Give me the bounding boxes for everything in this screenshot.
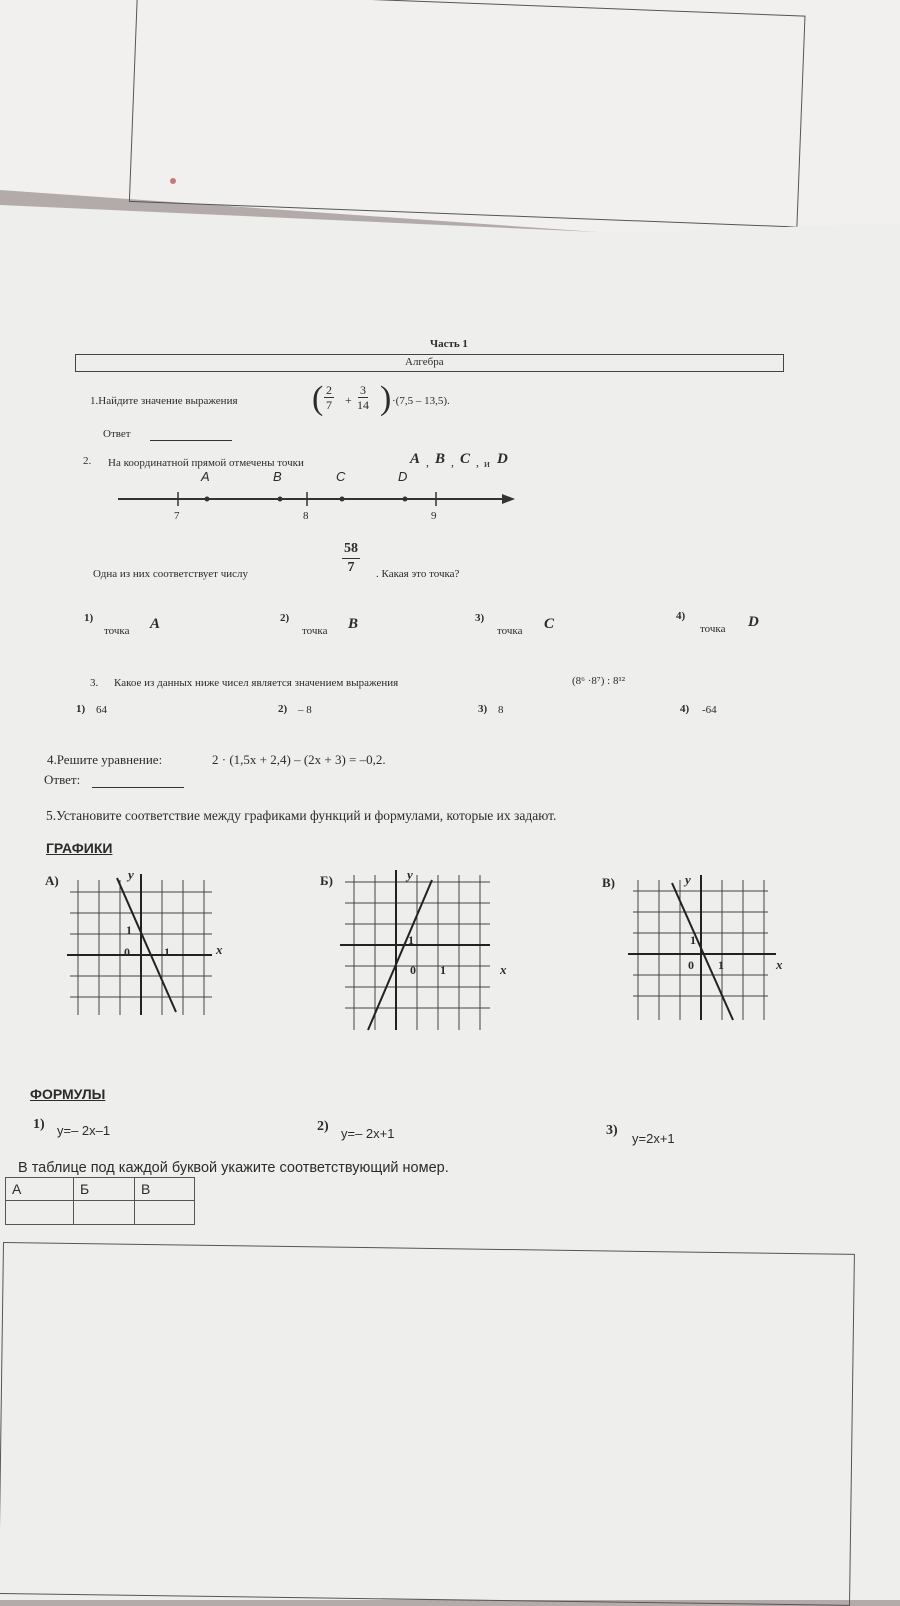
- q3-option-3-number: 3): [478, 703, 488, 715]
- graph-b-y-label: y: [407, 867, 413, 882]
- formula-1: y=– 2x–1: [57, 1123, 111, 1138]
- q2-number-fraction: $\frac{58}{7}$: [344, 541, 358, 575]
- q2-and: и: [484, 458, 490, 470]
- q2-text: На координатной прямой отмечены точки: [108, 457, 304, 469]
- tick-label-7: 7: [174, 510, 180, 522]
- axis-label-c: C: [336, 469, 346, 484]
- table-answer-v[interactable]: [134, 1200, 195, 1225]
- q2-inline-c: C: [460, 451, 471, 467]
- back-sheet-answer-box: [129, 0, 806, 228]
- graph-b-label: Б): [320, 873, 333, 888]
- table-header-b: Б: [73, 1177, 135, 1201]
- point-b: [278, 497, 283, 502]
- q2-option-3-letter: C: [544, 616, 555, 632]
- graphs-heading: ГРАФИКИ: [46, 840, 113, 856]
- q4-answer-field[interactable]: [92, 787, 184, 788]
- table-instruction: В таблице под каждой буквой укажите соответствующий номер.: [18, 1160, 449, 1176]
- formula-3: y=2x+1: [632, 1131, 675, 1146]
- q3-option-2-value: – 8: [298, 704, 312, 716]
- graph-v: [628, 875, 798, 1035]
- table-header-a: А: [5, 1177, 74, 1201]
- axis-label-d: D: [398, 469, 408, 484]
- graph-a-y-label: y: [128, 867, 134, 882]
- q3-number: 3.: [90, 677, 99, 689]
- q2-question-a: Одна из них соответствует числу: [93, 568, 249, 580]
- section-title: Алгебра: [405, 356, 444, 368]
- point-a: [205, 497, 210, 502]
- graph-a-x-label: x: [216, 942, 223, 957]
- graph-a: [62, 870, 232, 1030]
- tick-label-9: 9: [431, 510, 437, 522]
- q2-option-3-word: точка: [497, 625, 523, 637]
- graph-v-label: В): [602, 875, 615, 890]
- graph-a-label: А): [45, 873, 59, 888]
- q4-text: 4.Решите уравнение:: [47, 752, 163, 767]
- q2-option-4-number: 4): [676, 610, 686, 622]
- q3-option-1-number: 1): [76, 703, 86, 715]
- graph-b-x-label: x: [500, 962, 507, 977]
- ink-dot: [170, 178, 176, 184]
- graph-v-one-x: 1: [718, 958, 724, 972]
- formula-3-number: 3): [606, 1123, 618, 1138]
- q2-option-4-letter: D: [748, 614, 759, 630]
- formulas-heading: ФОРМУЛЫ: [30, 1086, 106, 1102]
- q4-equation: 2 · (1,5x + 2,4) – (2x + 3) = –0,2.: [212, 752, 386, 767]
- graph-v-zero: 0: [688, 958, 694, 972]
- q2-option-2-letter: B: [348, 616, 359, 632]
- q2-question-b: . Какая это точка?: [376, 568, 460, 580]
- q2-inline-d: D: [497, 451, 508, 467]
- q3-text: Какое из данных ниже чисел является значением выражения: [114, 677, 399, 689]
- graph-a-one-y: 1: [126, 923, 132, 937]
- formula-2: y=– 2x+1: [341, 1126, 395, 1141]
- q2-option-3-number: 3): [475, 612, 485, 624]
- q3-option-3-value: 8: [498, 704, 504, 716]
- q1-plus: +: [345, 393, 352, 407]
- graph-v-y-label: y: [685, 872, 691, 887]
- graph-b-zero: 0: [410, 963, 416, 977]
- q3-option-4-value: -64: [702, 704, 717, 716]
- q2-option-1-word: точка: [104, 625, 130, 637]
- table-header-v: В: [134, 1177, 195, 1201]
- graph-b: [340, 870, 510, 1040]
- q3-option-4-number: 4): [680, 703, 690, 715]
- formula-2-number: 2): [317, 1119, 329, 1134]
- graph-a-zero: 0: [124, 945, 130, 959]
- q1-paren-close: ): [380, 380, 392, 417]
- q1-answer-field[interactable]: [150, 440, 232, 441]
- q1-fraction-1: $\frac{2}{7}$: [326, 383, 332, 412]
- q2-number: 2.: [83, 455, 92, 467]
- q2-inline-a: A: [410, 451, 421, 467]
- q3-expression: (8⁶ ·8⁷) : 8¹²: [572, 675, 626, 687]
- graph-v-line: [672, 883, 733, 1020]
- q2-option-1-letter: A: [150, 616, 161, 632]
- graph-v-one-y: 1: [690, 933, 696, 947]
- q2-option-1-number: 1): [84, 612, 94, 624]
- table-answer-a[interactable]: [5, 1200, 74, 1225]
- point-d: [403, 497, 408, 502]
- q2-inline-b: B: [435, 451, 446, 467]
- blank-answer-box[interactable]: [0, 1242, 855, 1606]
- axis-label-a: A: [201, 469, 210, 484]
- q2-option-2-number: 2): [280, 612, 290, 624]
- formula-1-number: 1): [33, 1117, 45, 1132]
- q1-tail: ·(7,5 – 13,5).: [392, 395, 450, 407]
- number-line: [110, 475, 530, 530]
- graph-b-one-x: 1: [440, 963, 446, 977]
- q2-option-4-word: точка: [700, 623, 726, 635]
- q3-option-1-value: 64: [96, 704, 107, 716]
- q3-option-2-number: 2): [278, 703, 288, 715]
- tick-label-8: 8: [303, 510, 309, 522]
- q1-text: 1.Найдите значение выражения: [90, 395, 238, 407]
- q2-option-2-word: точка: [302, 625, 328, 637]
- point-c: [340, 497, 345, 502]
- table-answer-b[interactable]: [73, 1200, 135, 1225]
- graph-b-one-y: 1: [408, 933, 414, 947]
- axis-label-b: B: [273, 469, 282, 484]
- q5-text: 5.Установите соответствие между графиками функций и формулами, которые их задают.: [46, 808, 557, 823]
- part-title: Часть 1: [430, 338, 468, 350]
- q1-fraction-2: $\frac{3}{14}$: [357, 383, 369, 412]
- q4-answer-label: Ответ:: [44, 772, 81, 787]
- graph-v-x-label: x: [776, 957, 783, 972]
- q1-paren-open: (: [312, 380, 324, 417]
- graph-a-one-x: 1: [164, 945, 170, 959]
- q1-answer-label: Ответ: [103, 428, 131, 440]
